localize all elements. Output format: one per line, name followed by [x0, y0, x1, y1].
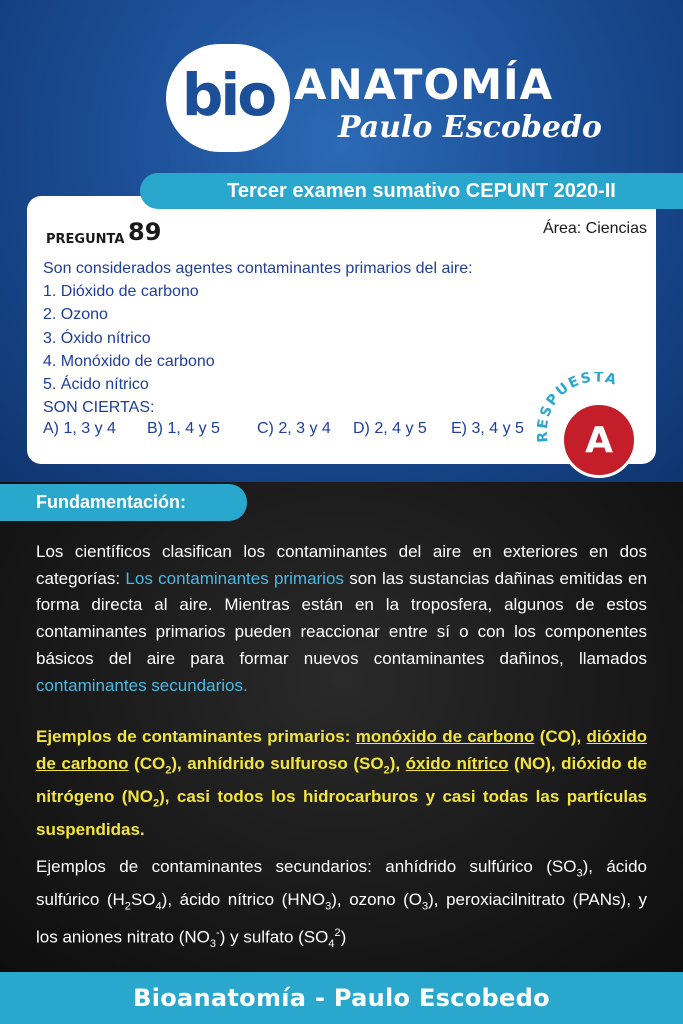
option-d: D) 2, 4 y 5: [353, 420, 427, 437]
question-item: 2. Ozono: [43, 306, 108, 324]
subscript: 2: [152, 797, 160, 810]
text-run: ), casi todos los hidrocarburos y casi todas las partículas suspendidas.: [36, 786, 647, 839]
subscript: 2: [165, 764, 172, 777]
underlined-term: monóxido de carbono: [355, 727, 535, 746]
footer-text: Bioanatomía - Paulo Escobedo: [133, 984, 550, 1012]
option-b: B) 1, 4 y 5: [147, 420, 220, 437]
highlight-primary-term: Los contaminantes primarios: [125, 568, 344, 588]
text-run: son las sustancias dañinas emitidas en forma directa al aire. Mientras están en la troposfera, algunos de estos contaminantes primarios pueden reaccionar entre sí o con los componentes básicos del aire para formar nuevos contaminantes dañinos, llamados: [36, 568, 648, 668]
text-run: ) y sulfato (SO: [219, 927, 329, 947]
superscript: 2: [334, 927, 341, 940]
text-run: Los científicos clasifican los contaminantes del aire en exteriores en dos categorías:: [36, 542, 647, 588]
subscript: 3: [421, 900, 429, 913]
fundamentacion-tab: [0, 484, 247, 521]
subscript: 2: [124, 900, 131, 913]
option-e: E) 3, 4 y 5: [451, 420, 524, 437]
question-item: 3. Óxido nítrico: [43, 329, 151, 347]
text-run: Ejemplos de contaminantes secundarios: anhídrido sulfúrico (SO: [36, 857, 577, 876]
text-run: (NO), dióxido de nitrógeno (NO: [36, 753, 648, 806]
answer-options: [43, 420, 543, 444]
text-run: ), peroxiacilnitrato (PANs), y los aniones nitrato (NO: [36, 890, 647, 947]
explanation-paragraph-1: [36, 539, 647, 699]
option-a: A) 1, 3 y 4: [43, 420, 116, 437]
footer-bar: [0, 972, 683, 1024]
exam-title: Tercer examen sumativo CEPUNT 2020-II: [227, 179, 616, 202]
highlight-secondary-term: contaminantes secundarios.: [36, 675, 248, 695]
subscript: 3: [209, 938, 217, 951]
question-item: 4. Monóxido de carbono: [43, 352, 215, 370]
underlined-term: óxido nítrico: [405, 753, 509, 773]
subscript: 4: [328, 938, 335, 951]
question-item: 1. Dióxido de carbono: [43, 283, 199, 301]
logo-anatomia-text: ANATOMÍA: [294, 60, 554, 109]
subscript: 3: [576, 867, 583, 880]
question-prompt: SON CIERTAS:: [43, 399, 155, 417]
question-number: 89: [128, 218, 162, 246]
subscript: 3: [325, 900, 332, 913]
question-stem: Son considerados agentes contaminantes primarios del aire:: [43, 260, 473, 277]
answer-letter: A: [585, 419, 613, 461]
underlined-term: dióxido de carbono: [36, 727, 647, 773]
logo-badge: [166, 44, 290, 152]
answer-label: RESPUESTA: [534, 372, 620, 444]
logo-bio-text: bio: [181, 61, 275, 129]
text-run: SO: [130, 890, 156, 910]
answer-badge: [561, 402, 637, 478]
text-run: ), anhídrido sulfuroso (SO: [171, 753, 384, 773]
text-run: ), ozono (O: [331, 890, 422, 910]
question-label: PREGUNTA: [46, 232, 125, 247]
option-c: C) 2, 3 y 4: [257, 420, 331, 437]
explanation-paragraph-2: [36, 724, 647, 844]
question-item: 5. Ácido nítrico: [43, 375, 149, 393]
subscript: 2: [383, 764, 390, 777]
superscript: -: [216, 927, 220, 940]
text-run: ), ácido sulfúrico (H: [36, 857, 647, 910]
exam-title-bar: [140, 173, 683, 209]
text-run: (CO),: [534, 727, 587, 746]
text-run: ): [340, 927, 347, 947]
area-label: Área: Ciencias: [542, 220, 647, 237]
text-run: (CO: [128, 753, 166, 773]
text-run: ),: [389, 753, 406, 773]
text-run: Ejemplos de contaminantes primarios:: [36, 727, 356, 746]
logo-author-text: Paulo Escobedo: [338, 110, 602, 145]
subscript: 4: [155, 900, 162, 913]
explanation-paragraph-3: [36, 854, 647, 958]
fundamentacion-title: Fundamentación:: [36, 492, 187, 512]
text-run: ), ácido nítrico (HNO: [161, 890, 326, 910]
